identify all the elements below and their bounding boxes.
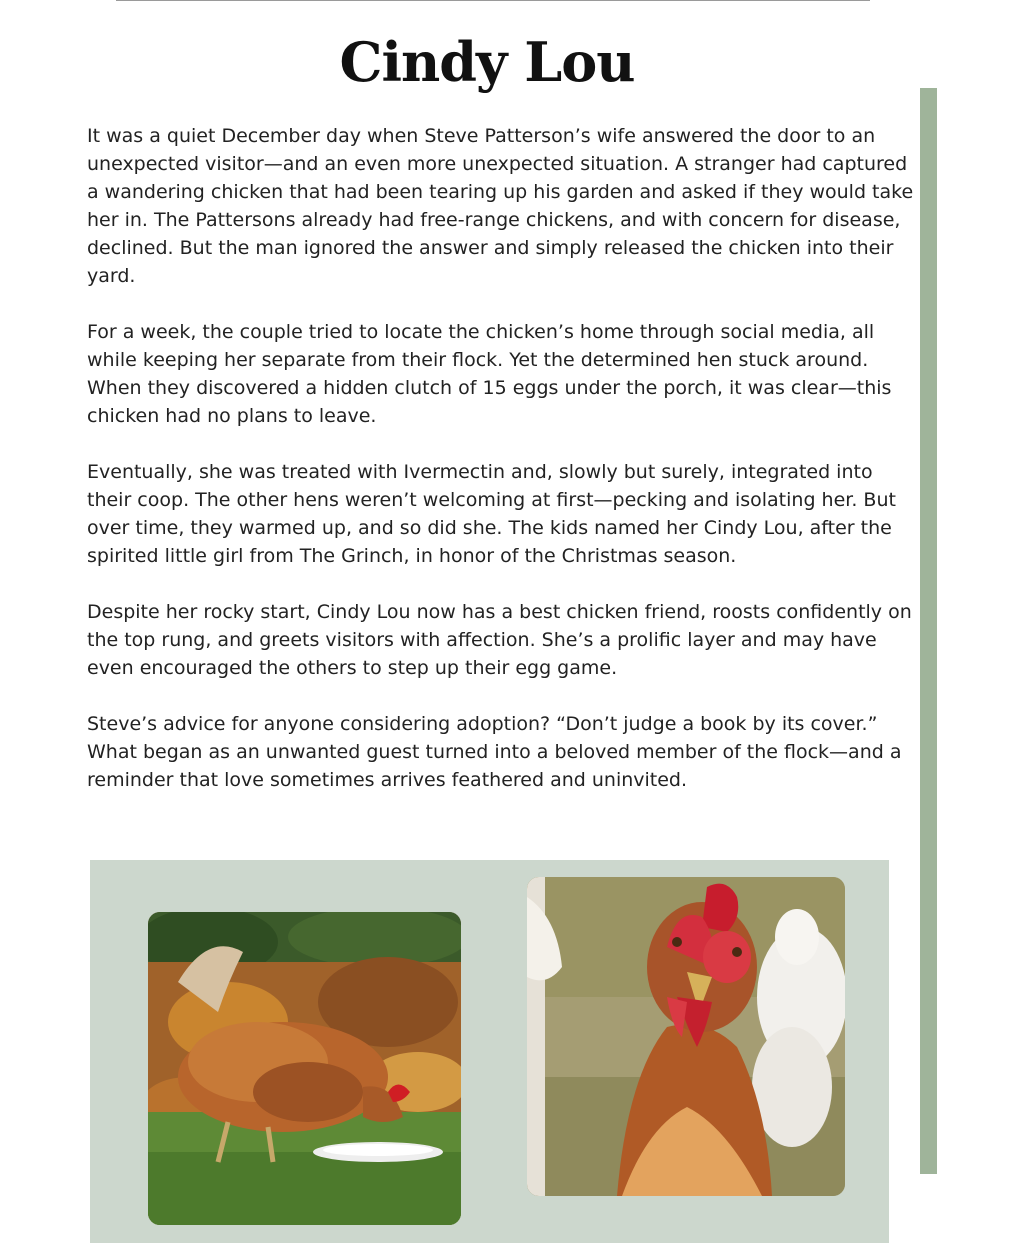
photo-panel: [90, 860, 889, 1243]
paragraph: Eventually, she was treated with Ivermectin and, slowly but surely, integrated into their coop. The other hens weren’t welcoming at first—pecking and isolating her. But over time, they warmed up, and so did she. The kids named her Cindy Lou, after the spirited little girl from The Grinch, in honor of the Christmas season.: [87, 461, 896, 567]
top-divider: [116, 0, 870, 1]
article-body: [87, 122, 917, 822]
paragraph: It was a quiet December day when Steve Patterson’s wife answered the door to an unexpected visitor—and an even more unexpected situation. A stranger had captured a wandering chicken that had been tearing up his garden and asked if they would take her in. The Pattersons already had free-range chickens, and with concern for disease, declined. But the man ignored the answer and simply released the chicken into their yard.: [87, 125, 914, 287]
hen-closeup-photo: [527, 877, 845, 1196]
paragraph: Despite her rocky start, Cindy Lou now has a best chicken friend, roosts confidently on the top rung, and greets visitors with affection. She’s a prolific layer and may have even encouraged the others to step up their egg game.: [87, 601, 912, 679]
page-title: Cindy Lou: [339, 30, 635, 94]
paragraph: For a week, the couple tried to locate the chicken’s home through social media, all while keeping her separate from their flock. Yet the determined hen stuck around. When they discovered a hidden clutch of 15 eggs under the porch, it was clear—this chicken had no plans to leave.: [87, 321, 892, 427]
hen-eating-from-plate-photo: [148, 912, 461, 1225]
accent-side-bar: [920, 88, 937, 1174]
paragraph: Steve’s advice for anyone considering adoption? “Don’t judge a book by its cover.” What began as an unwanted guest turned into a beloved member of the flock—and a reminder that love sometimes arrives feathered and uninvited.: [87, 713, 902, 791]
